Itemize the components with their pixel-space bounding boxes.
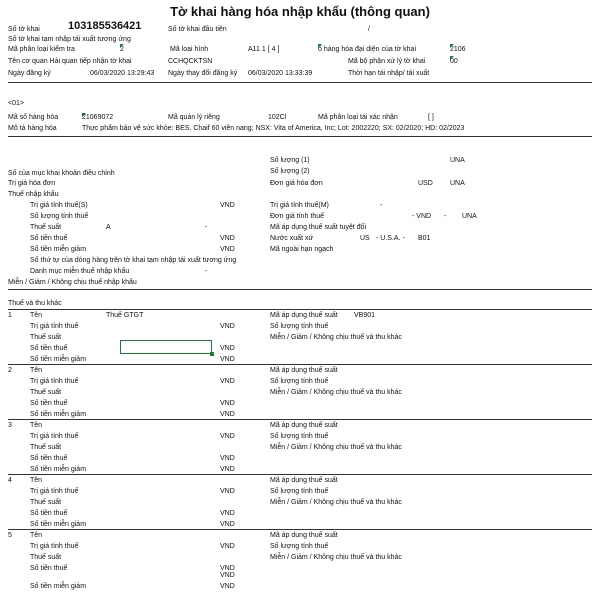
detail-field: Số của mục khai khoản điều chỉnh	[8, 170, 115, 177]
unit: VND	[220, 583, 235, 590]
unit: VND	[220, 345, 235, 352]
detail-field: B01	[418, 235, 431, 242]
detail-field: US	[360, 235, 370, 242]
unit: VND	[220, 565, 235, 572]
unit: VND	[220, 433, 235, 440]
header-field: 00	[450, 58, 458, 65]
detail-field: Trị giá hóa đơn	[8, 180, 56, 187]
item-field: Thực phẩm bảo vệ sức khỏe: BES. Chaif 60 viên nang; NSX: Vita of America, Inc; Lot: 2002220; SX: 02/2020; HD: 02/2023	[82, 125, 465, 132]
tax-label: Tên	[30, 532, 43, 539]
detail-field: Số lượng tính thuế	[30, 213, 89, 220]
detail-field: Số lượng (1)	[270, 157, 310, 164]
unit: VND	[220, 521, 235, 528]
unit: VND	[220, 572, 235, 579]
header-field: Tên cơ quan Hải quan tiếp nhận tờ khai	[8, 58, 132, 65]
header-field: Thời hạn tái nhập/ tái xuất	[348, 70, 430, 77]
detail-field: -	[205, 268, 208, 275]
cell-note-marker	[450, 44, 454, 48]
detail-field: Trị giá tính thuế(M)	[270, 202, 329, 209]
item-field: 21069072	[82, 114, 114, 121]
tax-divider	[8, 474, 592, 475]
cell-note-marker	[120, 44, 124, 48]
tax-label: Tên	[30, 367, 43, 374]
tax-label: Số tiền miễn giảm	[30, 583, 87, 590]
unit: VND	[220, 323, 235, 330]
tax-label: Số lượng tính thuế	[270, 543, 329, 550]
tax-label: Trị giá tính thuế	[30, 433, 79, 440]
item-field: 102Cl	[268, 114, 287, 121]
unit: VND	[220, 488, 235, 495]
cell-note-marker	[318, 44, 322, 48]
tax-label: Miễn / Giảm / Không chịu thuế và thu khác	[270, 554, 402, 561]
tax-name: Thuế GTGT	[106, 312, 144, 319]
tax-label: Số lượng tính thuế	[270, 488, 329, 495]
header-field: Số tờ khai tạm nhập tái xuất tương ứng	[8, 36, 131, 43]
header-field: Số tờ khai	[8, 26, 40, 33]
header-field: ố hàng hóa đại diện của tờ khai	[318, 46, 416, 53]
tax-number: 2	[8, 367, 12, 374]
detail-field: UNA	[450, 180, 465, 187]
detail-field: VND	[220, 246, 235, 253]
header-field: Ngày đăng ký	[8, 70, 51, 77]
tax-label: Thuế suất	[30, 389, 62, 396]
detail-field: UNA	[462, 213, 477, 220]
tax-label: Số tiền thuế	[30, 345, 68, 352]
tax-label: Thuế suất	[30, 334, 62, 341]
tax-label: Tên	[30, 422, 43, 429]
divider	[8, 82, 592, 83]
unit: VND	[220, 378, 235, 385]
detail-field: Thuế và thu khác	[8, 300, 62, 307]
detail-field: Mã áp dụng thuế suất tuyệt đối	[270, 224, 367, 231]
header-field: Mã phân loại kiểm tra	[8, 46, 75, 53]
tax-label: Thuế suất	[30, 554, 62, 561]
detail-field: A	[106, 224, 111, 231]
tax-number: 1	[8, 312, 12, 319]
tax-divider	[8, 529, 592, 530]
item-field: Mã quản lý riêng	[168, 114, 220, 121]
header-field: 06/03/2020 13:33:39	[248, 70, 313, 77]
tax-label: Miễn / Giảm / Không chịu thuế và thu khác	[270, 334, 402, 341]
tax-label: Số lượng tính thuế	[270, 378, 329, 385]
detail-field: Nước xuất xứ	[270, 235, 314, 242]
detail-field: VND	[220, 235, 235, 242]
tax-divider	[8, 364, 592, 365]
tax-label: Tên	[30, 477, 43, 484]
header-field: Ngày thay đổi đăng ký	[168, 70, 238, 77]
unit: VND	[220, 455, 235, 462]
selected-cell[interactable]	[120, 340, 212, 354]
item-field: [ ]	[428, 114, 434, 121]
tax-label: Miễn / Giảm / Không chịu thuế và thu khác	[270, 389, 402, 396]
tax-label: Số tiền thuế	[30, 400, 68, 407]
unit: VND	[220, 356, 235, 363]
tax-number: 4	[8, 477, 12, 484]
detail-field: -	[205, 224, 208, 231]
tax-label: Số tiền miễn giảm	[30, 521, 87, 528]
header-field: 103185536421	[68, 20, 142, 32]
item-field: Mô tả hàng hóa	[8, 125, 57, 132]
header-field: CCHQCKTSN	[168, 58, 213, 65]
detail-field: Thuế nhập khẩu	[8, 191, 59, 198]
unit: VND	[220, 543, 235, 550]
divider	[8, 136, 592, 137]
detail-field: Số tiền miễn giảm	[30, 246, 87, 253]
detail-field: Đơn giá tính thuế	[270, 213, 325, 220]
tax-divider	[8, 419, 592, 420]
detail-field: -	[444, 213, 447, 220]
item-field: Mã phân loại tái xác nhận	[318, 114, 398, 121]
tax-label: Thuế suất	[30, 499, 62, 506]
detail-field: - U.S.A. -	[376, 235, 405, 242]
unit: VND	[220, 400, 235, 407]
tax-label: Mã áp dụng thuế suất	[270, 312, 338, 319]
tax-label: Mã áp dụng thuế suất	[270, 422, 338, 429]
tax-number: 3	[8, 422, 12, 429]
unit: VND	[220, 510, 235, 517]
header-field: A11 1 [ 4 ]	[248, 46, 280, 53]
tax-label: Trị giá tính thuế	[30, 378, 79, 385]
detail-field: Số lượng (2)	[270, 168, 310, 175]
tax-label: Trị giá tính thuế	[30, 488, 79, 495]
tax-label: Tên	[30, 312, 43, 319]
tax-divider	[8, 309, 592, 310]
tax-label: Số tiền thuế	[30, 510, 68, 517]
tax-label: Trị giá tính thuế	[30, 543, 79, 550]
header-field: Số tờ khai đầu tiên	[168, 26, 227, 33]
tax-label: Số lượng tính thuế	[270, 323, 329, 330]
detail-field: VND	[220, 202, 235, 209]
tax-code: VB901	[354, 312, 376, 319]
header-field: Mã loại hình	[170, 46, 209, 53]
detail-field: UNA	[450, 157, 465, 164]
tax-label: Số tiền miễn giảm	[30, 356, 87, 363]
header-field: 06/03/2020 13:29:43	[90, 70, 155, 77]
divider	[8, 289, 592, 290]
unit: VND	[220, 466, 235, 473]
detail-field: Mã ngoài hạn ngạch	[270, 246, 334, 253]
detail-field: Số tiền thuế	[30, 235, 68, 242]
tax-label: Miễn / Giảm / Không chịu thuế và thu khác	[270, 444, 402, 451]
header-field: Mã bộ phận xử lý tờ khai	[348, 58, 426, 65]
detail-field: - VND	[412, 213, 432, 220]
tax-label: Mã áp dụng thuế suất	[270, 367, 338, 374]
tax-label: Số tiền thuế	[30, 565, 68, 572]
tax-number: 5	[8, 532, 12, 539]
detail-field: USD	[418, 180, 433, 187]
detail-field: Số thứ tự của dòng hàng trên tờ khai tạm nhập tái xuất tương ứng	[30, 257, 237, 264]
detail-field: Danh mục miễn thuế nhập khẩu	[30, 268, 130, 275]
header-field: /	[368, 26, 370, 33]
tax-label: Số tiền thuế	[30, 455, 68, 462]
detail-field: Trị giá tính thuế(S)	[30, 202, 88, 209]
item-field: Mã số hàng hóa	[8, 114, 59, 121]
header-field: 2	[120, 46, 124, 53]
tax-label: Mã áp dụng thuế suất	[270, 532, 338, 539]
page-title: Tờ khai hàng hóa nhập khẩu (thông quan)	[170, 4, 430, 19]
tax-label: Trị giá tính thuế	[30, 323, 79, 330]
unit: VND	[220, 411, 235, 418]
detail-field: -	[380, 202, 383, 209]
header-field: 2106	[450, 46, 466, 53]
detail-field: Đơn giá hóa đơn	[270, 180, 323, 187]
item-field: <01>	[8, 100, 24, 107]
tax-label: Số lượng tính thuế	[270, 433, 329, 440]
detail-field: Thuế suất	[30, 224, 62, 231]
detail-field: Miễn / Giảm / Không chịu thuế nhập khẩu	[8, 279, 137, 286]
tax-label: Số tiền miễn giảm	[30, 411, 87, 418]
tax-label: Miễn / Giảm / Không chịu thuế và thu khác	[270, 499, 402, 506]
tax-label: Số tiền miễn giảm	[30, 466, 87, 473]
tax-label: Thuế suất	[30, 444, 62, 451]
tax-label: Mã áp dụng thuế suất	[270, 477, 338, 484]
cell-note-marker	[450, 56, 454, 60]
